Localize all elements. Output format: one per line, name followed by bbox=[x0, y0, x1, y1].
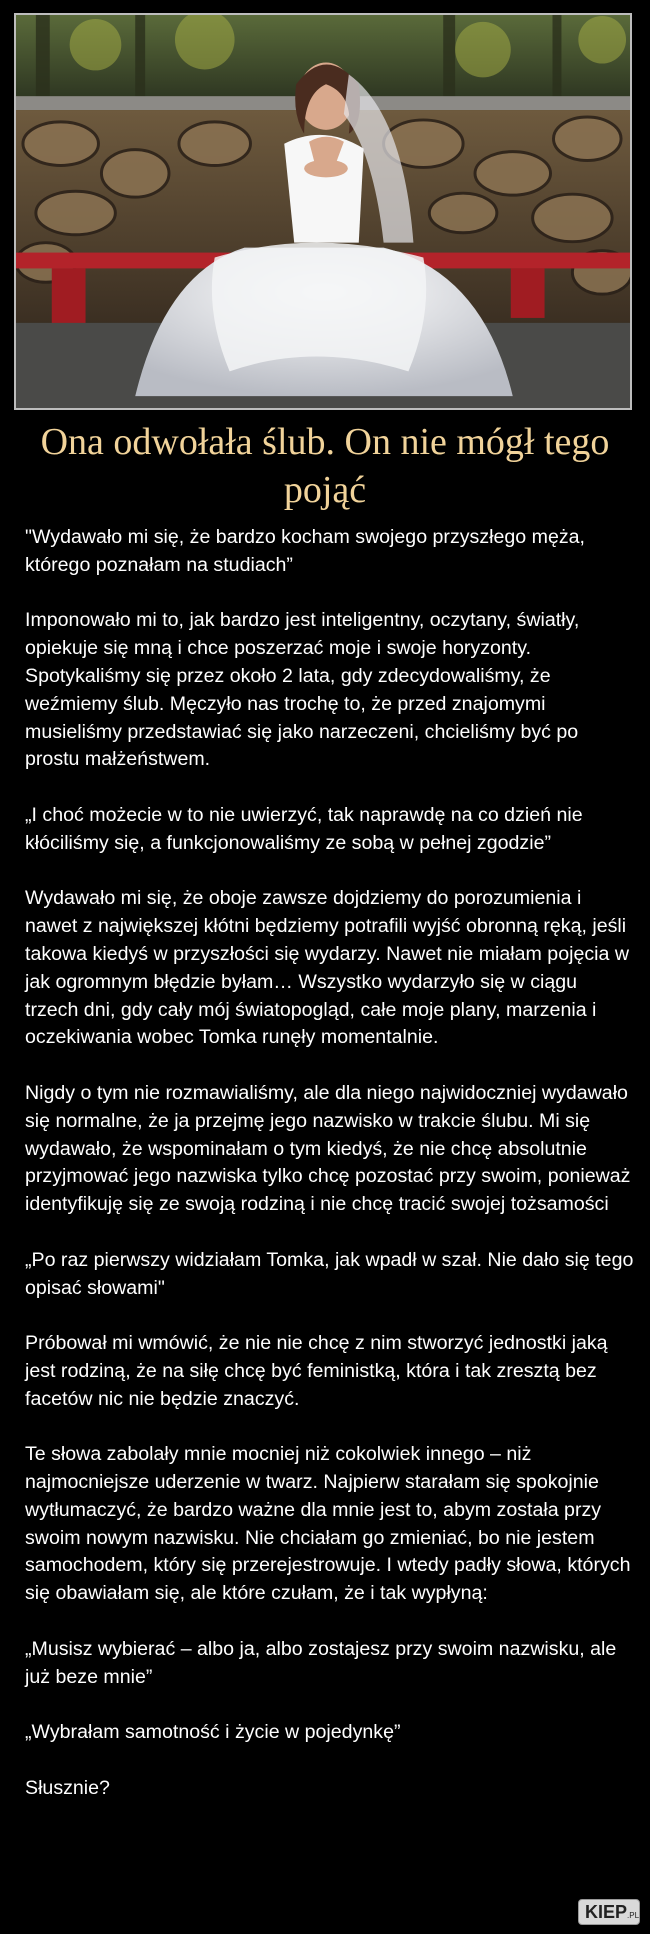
article-body bbox=[25, 524, 635, 1830]
article-paragraph: Nigdy o tym nie rozmawialiśmy, ale dla niego najwidoczniej wydawało się normalne, że ja przejmę jego nazwisko w trakcie ślubu. Mi się wydawało, że wspominałam o tym kiedyś, że nie chcę absolutnie przyjmować jego nazwiska tylko chcę pozostać przy swoim, ponieważ identyfikuję się ze swoją rodziną i nie chcę tracić swojej tożsamości bbox=[25, 1081, 631, 1216]
article-paragraph: Imponowało mi to, jak bardzo jest inteligentny, oczytany, światły, opiekuje się mną i chce poszerzać moje i swoje horyzonty. Spotykaliśmy się przez około 2 lata, gdy zdecydowaliśmy, że weźmiemy ślub. Męczyło nas trochę to, że przed znajomymi musieliśmy przedstawiać się jako narzeczeni, chcieliśmy być po prostu małżeństwem. bbox=[25, 609, 580, 771]
article-paragraph: „Musisz wybierać – albo ja, albo zostajesz przy swoim nazwisku, ale już beze mnie” bbox=[25, 1637, 617, 1688]
article-paragraph: „Wybrałam samotność i życie w pojedynkę” bbox=[25, 1721, 401, 1744]
article-paragraph: Próbował mi wmówić, że nie nie chcę z nim stworzyć jednostki jaką jest rodziną, że na siłę chcę być feministką, która i tak zresztą bez facetów nic nie będzie znaczyć. bbox=[25, 1332, 608, 1410]
article-paragraph: „I choć możecie w to nie uwierzyć, tak naprawdę na co dzień nie kłóciliśmy się, a funkcjonowaliśmy ze sobą w pełnej zgodzie” bbox=[25, 803, 583, 854]
kiep-watermark-logo bbox=[578, 1899, 640, 1925]
watermark-brand: KIEP bbox=[585, 1902, 628, 1922]
article-paragraph: "Wydawało mi się, że bardzo kocham swojego przyszłego męża, którego poznałam na studiach” bbox=[25, 526, 585, 576]
article-paragraph: Wydawało mi się, że oboje zawsze dojdziemy do porozumienia i nawet z największej kłótni będziemy potrafili wyjść obronną ręką, jeśli takowa kiedyś w przyszłości się wydarzy. Nawet nie miałam pojęcia w jak ogromnym błędzie byłam… Wszystko wydarzyło się w ciągu trzech dni, gdy cały mój światopogląd, całe moje plany, marzenia i oczekiwania wobec Tomka runęły momentalnie. bbox=[25, 887, 629, 1049]
watermark-suffix: .PL bbox=[627, 1911, 640, 1920]
header-photo bbox=[14, 13, 632, 410]
article-paragraph: Słusznie? bbox=[25, 1776, 110, 1799]
bride-photo-illustration bbox=[16, 15, 630, 408]
article-paragraph: Te słowa zabolały mnie mocniej niż cokolwiek innego – niż najmocniejsze uderzenie w twarz. Najpierw starałam się spokojnie wytłumaczyć, że bardzo ważne dla mnie jest to, abym została przy swoim nowym nazwisku. Nie chciałam go zmieniać, bo nie jestem samochodem, który się przerejestrowuje. I wtedy padły słowa, których się obawiałam się, ale które czułam, że i tak wypłyną: bbox=[25, 1443, 631, 1605]
article-title: Ona odwołała ślub. On nie mógł tego pojąć bbox=[40, 421, 610, 511]
article-paragraph: „Po raz pierwszy widziałam Tomka, jak wpadł w szał. Nie dało się tego opisać słowami" bbox=[25, 1248, 634, 1299]
